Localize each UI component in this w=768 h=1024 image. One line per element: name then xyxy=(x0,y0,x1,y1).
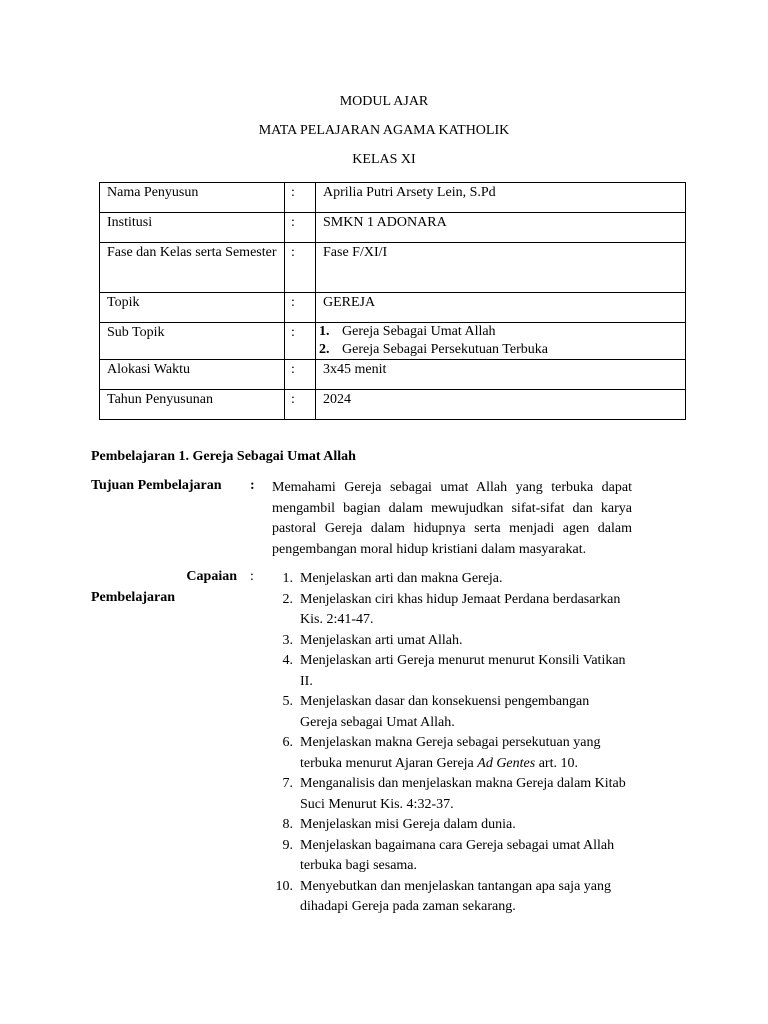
list-item xyxy=(270,590,630,631)
row-label: Sub Topik xyxy=(100,323,285,360)
list-text: Gereja Sebagai Persekutuan Terbuka xyxy=(342,342,548,357)
list-text: Menjelaskan arti Gereja menurut menurut Konsili Vatikan II. xyxy=(300,653,626,689)
row-value: 3x45 menit xyxy=(316,360,686,390)
list-item xyxy=(270,733,630,774)
list-number: 2. xyxy=(319,342,330,357)
class-title: KELAS XI xyxy=(352,152,416,167)
list-text-italic: Ad Gentes xyxy=(477,755,536,771)
list-number: 8. xyxy=(282,817,293,832)
outcomes-label-line1: Capaian xyxy=(186,569,237,584)
list-text-after: art. 10. xyxy=(535,755,578,771)
row-label: Fase dan Kelas serta Semester xyxy=(100,243,285,293)
list-text: Menjelaskan arti umat Allah. xyxy=(300,632,463,648)
objective-text: Memahami Gereja sebagai umat Allah yang terbuka dapat mengambil bagian dalam mewujudkan sifat-sifat dan karya pastoral Gereja dalam hidupnya serta menjadi agen dalam pengembangan moral hidup kristiani dalam masyarakat. xyxy=(272,480,632,557)
row-label: Institusi xyxy=(100,213,285,243)
subject-title: MATA PELAJARAN AGAMA KATHOLIK xyxy=(258,123,510,138)
row-separator: : xyxy=(285,390,316,420)
list-text: Menjelaskan bagaimana cara Gereja sebagai umat Allah terbuka bagi sesama. xyxy=(300,837,615,873)
list-text: Gereja Sebagai Umat Allah xyxy=(342,324,496,339)
row-separator: : xyxy=(285,360,316,390)
module-info-table xyxy=(99,182,686,420)
row-value: GEREJA xyxy=(316,293,686,323)
list-number: 4. xyxy=(282,653,293,668)
list-text: Menjelaskan ciri khas hidup Jemaat Perdana berdasarkan Kis. 2:41-47. xyxy=(300,591,621,627)
list-item xyxy=(270,877,630,918)
list-item xyxy=(270,651,630,692)
row-separator: : xyxy=(285,293,316,323)
learning-outcomes-list xyxy=(270,569,630,918)
list-item xyxy=(270,836,630,877)
table-row xyxy=(100,390,686,420)
row-value: SMKN 1 ADONARA xyxy=(316,213,686,243)
row-value xyxy=(316,323,686,360)
row-label: Topik xyxy=(100,293,285,323)
subtopic-list xyxy=(319,323,678,359)
table-row xyxy=(100,213,686,243)
list-number: 10. xyxy=(275,878,293,894)
list-text: Menganalisis dan menjelaskan makna Gereja dalam Kitab Suci Menurut Kis. 4:32-37. xyxy=(300,776,626,812)
document-title: MODUL AJAR xyxy=(339,94,429,109)
list-item xyxy=(319,341,678,359)
list-number: 1. xyxy=(282,571,293,586)
list-number: 1. xyxy=(319,324,330,339)
row-value: 2024 xyxy=(316,390,686,420)
list-number: 6. xyxy=(282,735,293,750)
row-value: Fase F/XI/I xyxy=(316,243,686,293)
objective-label: Tujuan Pembelajaran xyxy=(91,478,222,493)
list-number: 3. xyxy=(282,632,293,648)
list-item xyxy=(270,569,630,590)
list-item xyxy=(270,692,630,733)
list-number: 9. xyxy=(282,837,293,853)
row-label: Nama Penyusun xyxy=(100,183,285,213)
list-item xyxy=(319,323,678,341)
list-number: 7. xyxy=(282,776,293,791)
list-text: Menjelaskan misi Gereja dalam dunia. xyxy=(300,817,516,832)
objective-separator: : xyxy=(250,478,255,493)
row-separator: : xyxy=(285,243,316,293)
row-label: Alokasi Waktu xyxy=(100,360,285,390)
lesson-heading: Pembelajaran 1. Gereja Sebagai Umat Allah xyxy=(91,449,356,464)
list-item xyxy=(270,774,630,815)
row-label: Tahun Penyusunan xyxy=(100,390,285,420)
row-value: Aprilia Putri Arsety Lein, S.Pd xyxy=(316,183,686,213)
list-number: 5. xyxy=(282,694,293,709)
list-text: Menjelaskan dasar dan konsekuensi pengembangan Gereja sebagai Umat Allah. xyxy=(300,694,590,730)
table-row xyxy=(100,243,686,293)
table-row xyxy=(100,360,686,390)
list-item xyxy=(270,815,630,836)
table-row xyxy=(100,293,686,323)
outcomes-label-line2: Pembelajaran xyxy=(91,590,175,605)
table-row xyxy=(100,183,686,213)
list-text: Menjelaskan arti dan makna Gereja. xyxy=(300,571,503,586)
row-separator: : xyxy=(285,183,316,213)
list-text: Menyebutkan dan menjelaskan tantangan apa saja yang dihadapi Gereja pada zaman sekarang. xyxy=(300,878,611,914)
list-item xyxy=(270,631,630,652)
list-number: 2. xyxy=(282,591,293,607)
table-row xyxy=(100,323,686,360)
outcomes-separator: : xyxy=(250,569,254,584)
list-text-before: Menjelaskan makna Gereja sebagai persekutuan yang terbuka menurut Ajaran Gereja xyxy=(300,735,601,771)
row-separator: : xyxy=(285,323,316,360)
row-separator: : xyxy=(285,213,316,243)
